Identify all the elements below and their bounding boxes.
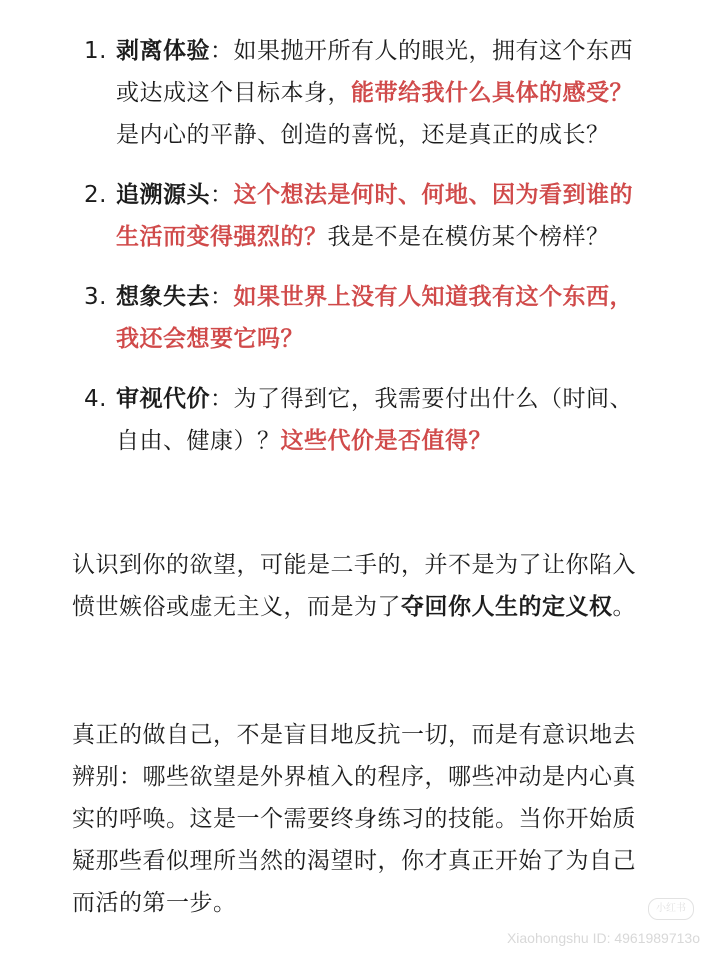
list-item-text: 如果抛开所有人的眼光，拥有这个东西或达成这个目标本身，	[116, 38, 633, 106]
list-item-highlight: 这些代价是否值得？	[280, 428, 492, 454]
paragraph-emphasis: 夺回你人生的定义权	[401, 594, 613, 620]
watermark-logo: 小红书	[648, 898, 694, 920]
list-item-separator: ：	[210, 38, 234, 64]
list-item	[84, 378, 644, 462]
list-item-separator: ：	[210, 386, 234, 412]
list-item-separator: ：	[210, 284, 234, 310]
list-item-highlight: 能带给我什么具体的感受？	[351, 80, 633, 106]
list-number: 3.	[84, 284, 107, 310]
list-item	[84, 30, 644, 156]
list-number: 4.	[84, 386, 107, 412]
list-item-text: 我是不是在模仿某个榜样？	[327, 224, 610, 250]
list-item-text: 是内心的平静、创造的喜悦，还是真正的成长？	[116, 122, 610, 148]
paragraph-text: 认识到你的欲望，可能是二手的，并不是为了让你陷入愤世嫉俗或虚无主义，而是为了	[72, 552, 636, 620]
list-number: 2.	[84, 182, 107, 208]
list-number: 1.	[84, 38, 107, 64]
watermark-text: Xiaohongshu ID: 4961989713o	[506, 930, 700, 946]
list-item-separator: ：	[210, 182, 234, 208]
list-item	[84, 276, 644, 360]
list-item-title: 想象失去	[116, 284, 210, 310]
list-item-title: 剥离体验	[116, 38, 210, 64]
list-item-text: 为了得到它，我需要付出什么（时间、自由、健康）？	[116, 386, 633, 454]
numbered-list	[84, 30, 644, 480]
paragraph-desire	[72, 544, 652, 628]
list-item	[84, 174, 644, 258]
paragraph-end: 。	[612, 594, 636, 620]
list-item-title: 追溯源头	[116, 182, 210, 208]
list-item-title: 审视代价	[116, 386, 210, 412]
list-item-highlight: 如果世界上没有人知道我有这个东西，我还会想要它吗？	[116, 284, 633, 352]
list-item-highlight: 这个想法是何时、何地、因为看到谁的生活而变得强烈的？	[116, 182, 633, 250]
paragraph-be-yourself: 真正的做自己，不是盲目地反抗一切，而是有意识地去辨别：哪些欲望是外界植入的程序，哪些冲动是内心真实的呼唤。这是一个需要终身练习的技能。当你开始质疑那些看似理所当然的渴望时，你才真正开始了为自己而活的第一步。	[72, 722, 636, 916]
